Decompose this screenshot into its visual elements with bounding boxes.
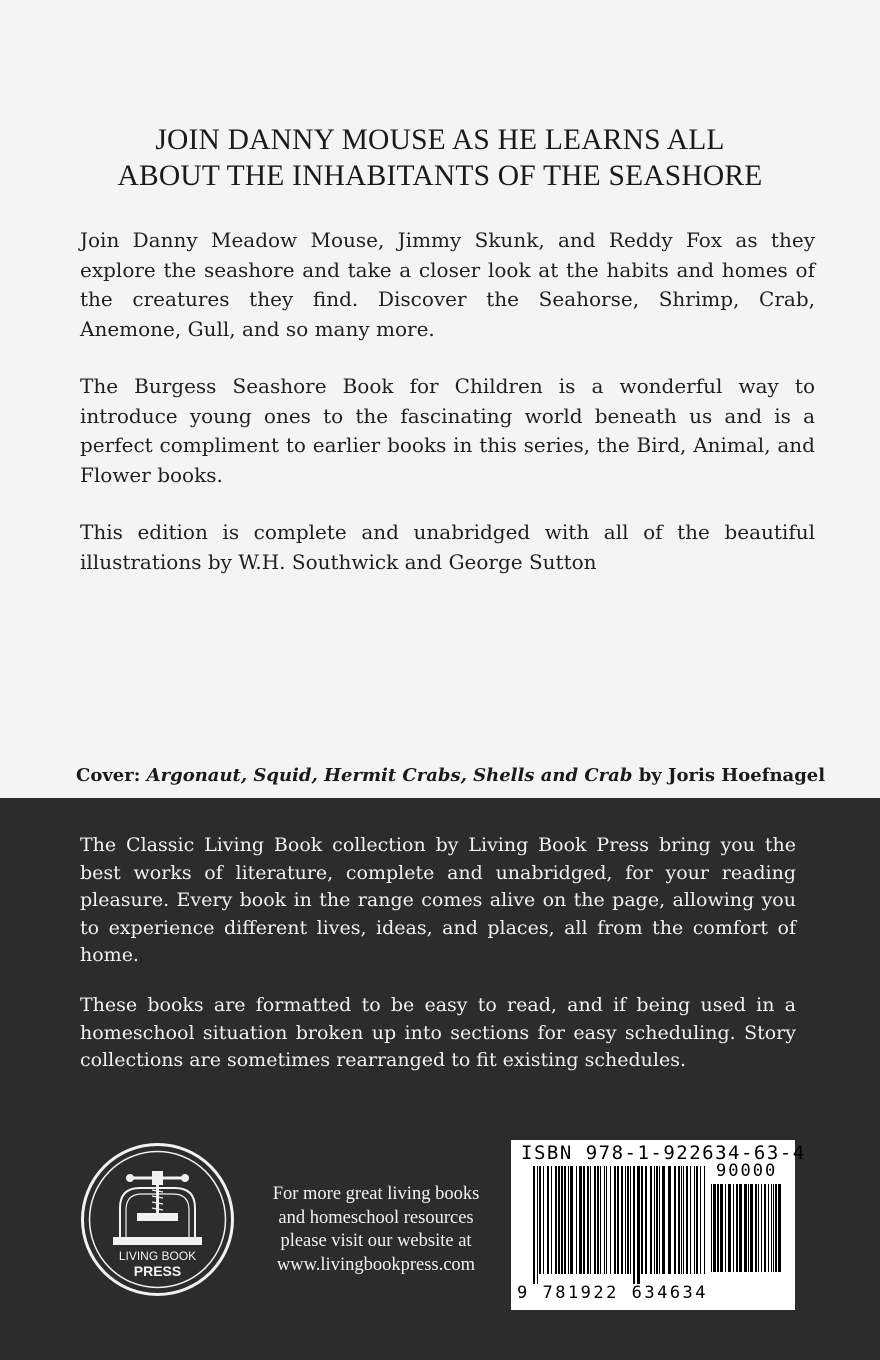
barcode-bar bbox=[543, 1166, 544, 1274]
price-code: 90000 bbox=[716, 1161, 778, 1181]
barcode-bar bbox=[755, 1184, 757, 1272]
barcode-bar bbox=[579, 1166, 582, 1274]
ean-digits: 9 781922 634634 bbox=[517, 1283, 709, 1303]
barcode-bar bbox=[700, 1166, 701, 1274]
barcode-bar bbox=[597, 1166, 599, 1274]
barcode-bar bbox=[686, 1166, 688, 1274]
cover-credit-title: Argonaut, Squid, Hermit Crabs, Shells and Crab bbox=[146, 765, 633, 786]
barcode-bar bbox=[711, 1184, 712, 1272]
barcode-bar bbox=[654, 1166, 655, 1274]
barcode-bar bbox=[761, 1184, 762, 1272]
isbn-barcode bbox=[511, 1140, 806, 1310]
barcode-bar bbox=[713, 1184, 716, 1272]
barcode-bar bbox=[764, 1184, 766, 1272]
barcode-bar bbox=[568, 1166, 569, 1274]
barcode-bar bbox=[690, 1166, 691, 1274]
cover-credit-artist: by Joris Hoefnagel bbox=[638, 765, 826, 786]
barcode-bar bbox=[773, 1184, 774, 1272]
barcode-bar bbox=[604, 1166, 605, 1274]
logo-text-line-1: LIVING BOOK bbox=[118, 1249, 197, 1263]
barcode-bar bbox=[583, 1166, 585, 1274]
description-paragraph-1: Join Danny Meadow Mouse, Jimmy Skunk, and Reddy Fox as they explore the seashore and take a closer look at the habits and homes of the creatures they find. Discover the Seahorse, Shrimp, Crab, Anemone, Gull, and so many more. bbox=[80, 228, 815, 341]
barcode-bar bbox=[587, 1166, 589, 1274]
barcode-bar bbox=[630, 1166, 631, 1274]
barcode-bar bbox=[610, 1166, 611, 1274]
barcode-bar bbox=[694, 1166, 695, 1274]
cover-credit bbox=[76, 764, 826, 788]
barcode-bar bbox=[750, 1184, 753, 1272]
supplement-barcode-bars bbox=[711, 1184, 783, 1282]
barcode-bar bbox=[696, 1166, 698, 1274]
barcode-bar bbox=[683, 1166, 684, 1274]
barcode-bar bbox=[650, 1166, 652, 1274]
living-book-press-logo bbox=[80, 1142, 235, 1297]
headline bbox=[60, 122, 820, 194]
website-promo bbox=[250, 1183, 502, 1277]
barcode-bar bbox=[720, 1184, 723, 1272]
barcode-bar bbox=[570, 1166, 573, 1274]
promo-line: and homeschool resources bbox=[278, 1207, 474, 1228]
barcode-bar bbox=[558, 1166, 560, 1274]
promo-line: For more great living books bbox=[272, 1184, 480, 1204]
barcode-bar bbox=[725, 1184, 726, 1272]
barcode-bar bbox=[775, 1184, 777, 1272]
barcode-bar bbox=[739, 1184, 742, 1272]
headline-line-2: ABOUT THE INHABITANTS OF THE SEASHORE bbox=[117, 160, 763, 192]
barcode-bar bbox=[564, 1166, 566, 1274]
ean-barcode-bars bbox=[533, 1166, 705, 1284]
barcode-bar bbox=[561, 1166, 563, 1274]
barcode-bar bbox=[674, 1166, 676, 1274]
barcode-bar bbox=[621, 1166, 623, 1274]
barcode-bar bbox=[600, 1166, 601, 1274]
promo-line: please visit our website at bbox=[280, 1231, 472, 1251]
barcode-bar bbox=[547, 1166, 549, 1274]
barcode-bar bbox=[744, 1184, 747, 1272]
barcode-bar bbox=[668, 1166, 671, 1274]
headline-line-1: JOIN DANNY MOUSE AS HE LEARNS ALL bbox=[155, 124, 725, 156]
barcode-bar bbox=[656, 1166, 658, 1274]
barcode-bar bbox=[633, 1166, 635, 1284]
barcode-bar bbox=[606, 1166, 607, 1274]
barcode-bar bbox=[778, 1184, 781, 1272]
barcode-bar bbox=[625, 1166, 626, 1274]
barcode-bar bbox=[733, 1184, 734, 1272]
barcode-bar bbox=[555, 1166, 557, 1274]
barcode-bar bbox=[537, 1166, 538, 1284]
description-paragraph-3: This edition is complete and unabridged with all of the beautiful illustrations by W.H. Southwick and George Sutton bbox=[80, 520, 815, 574]
promo-website-url: www.livingbookpress.com bbox=[276, 1254, 476, 1275]
barcode-bar bbox=[736, 1184, 738, 1272]
barcode-bar bbox=[576, 1166, 577, 1274]
barcode-bar bbox=[590, 1166, 591, 1274]
barcode-bar bbox=[768, 1184, 769, 1272]
cover-credit-label: Cover: bbox=[76, 765, 141, 786]
barcode-bar bbox=[627, 1166, 629, 1274]
collection-paragraph-1: The Classic Living Book collection by Living Book Press bring you the best works of literature, complete and unabridged, for your reading pleasure. Every book in the range comes alive on the page, allowing you to experience different lives, ideas, and places, all from the comfort of home. bbox=[80, 834, 796, 966]
barcode-bar bbox=[748, 1184, 749, 1272]
barcode-bar bbox=[771, 1184, 772, 1272]
barcode-bar bbox=[659, 1166, 660, 1274]
isbn-label: ISBN 978-1-922634-63-4 bbox=[521, 1142, 806, 1164]
barcode-bar bbox=[617, 1166, 619, 1274]
barcode-bar bbox=[728, 1184, 731, 1272]
barcode-bar bbox=[614, 1166, 616, 1274]
barcode-bar bbox=[594, 1166, 596, 1274]
barcode-bar bbox=[662, 1166, 665, 1274]
barcode-bar bbox=[551, 1166, 552, 1274]
barcode-bar bbox=[533, 1166, 535, 1284]
barcode-bar bbox=[645, 1166, 647, 1274]
barcode-bar bbox=[539, 1166, 541, 1274]
barcode-bar bbox=[758, 1184, 759, 1272]
barcode-bar bbox=[681, 1166, 682, 1274]
description-paragraph-2: The Burgess Seashore Book for Children is a wonderful way to introduce young ones to the fascinating world beneath us and is a perfect compliment to earlier books in this series, the Bird, Animal, and Flower books. bbox=[80, 374, 815, 487]
logo-text-line-2: PRESS bbox=[133, 1263, 182, 1279]
barcode-bar bbox=[637, 1166, 640, 1284]
barcode-bar bbox=[678, 1166, 680, 1274]
collection-paragraph-2: These books are formatted to be easy to read, and if being used in a homeschool situation broken up into sections for easy scheduling. Story collections are sometimes rearranged to fit existing schedules. bbox=[80, 994, 796, 1071]
barcode-bar bbox=[641, 1166, 643, 1274]
barcode-bar bbox=[717, 1184, 719, 1272]
barcode-bar bbox=[704, 1166, 705, 1274]
